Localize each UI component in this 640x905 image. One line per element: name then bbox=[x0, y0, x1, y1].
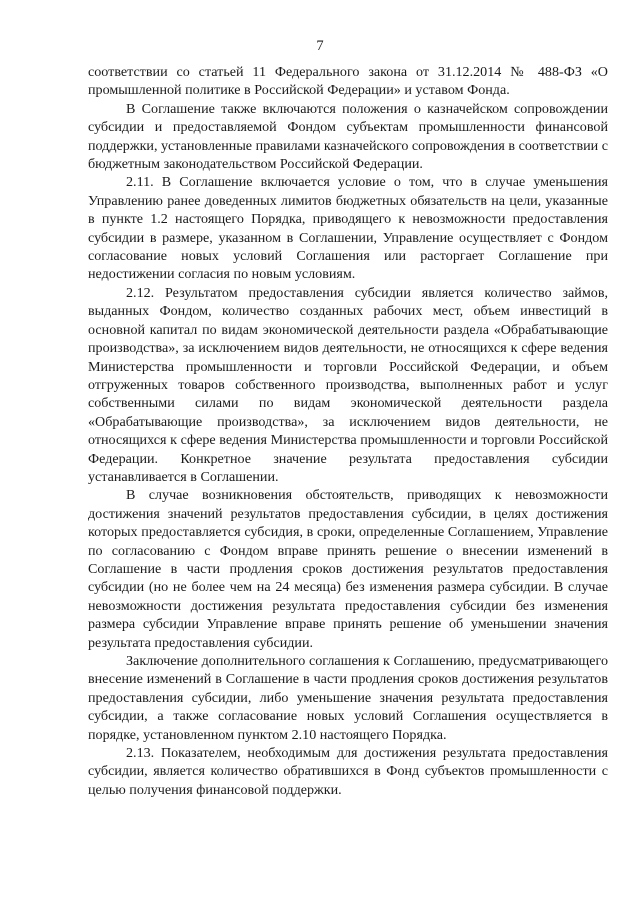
paragraph-treasury-support: В Соглашение также включаются положения о казначейском сопровождении субсидии и предоставляемой Фондом субъектам промышленности финансовой поддержки, установленные правилами казначейского сопровождения в соответствии с бюджетным законодательством Российской Федерации. bbox=[88, 100, 608, 173]
paragraph-circumstances: В случае возникновения обстоятельств, приводящих к невозможности достижения значений результатов предоставления субсидии, в целях достижения которых предоставляется субсидия, в сроки, определенные Соглашением, Управление по согласованию с Фондом вправе принять решение о внесении изменений в Соглашение в части продления сроков достижения результатов предоставления субсидии (но не более чем на 24 месяца) без изменения размера субсидии. В случае невозможности достижения результата предоставления субсидии без изменения размера субсидии Управление вправе принять решение об уменьшении значения результата предоставления субсидии. bbox=[88, 487, 608, 651]
document-body bbox=[88, 63, 608, 799]
page-number: 7 bbox=[316, 38, 324, 54]
paragraph-additional-agreement: Заключение дополнительного соглашения к Соглашению, предусматривающего внесение изменений в Соглашение в части продления сроков достижения результатов предоставления субсидии, либо уменьшение значения результата предоставления субсидии, а также согласование новых условий Соглашения осуществляется в порядке, установленном пунктом 2.10 настоящего Порядка. bbox=[88, 653, 608, 743]
paragraph-2-11: 2.11. В Соглашение включается условие о том, что в случае уменьшения Управлению ранее доведенных лимитов бюджетных обязательств на цели, указанные в пункте 1.2 настоящего Порядка, приводящего к невозможности предоставления субсидии в размере, указанном в Соглашении, Управление осуществляет с Фондом согласование новых условий Соглашения или расторгает Соглашение при недостижении согласия по новым условиям. bbox=[88, 174, 608, 283]
paragraph-2-12: 2.12. Результатом предоставления субсидии является количество займов, выданных Фондом, количество созданных рабочих мест, объем инвестиций в основной капитал по видам экономической деятельности раздела «Обрабатывающие производства», за исключением видов деятельности, не относящихся к сфере ведения Министерства промышленности и торговли Российской Федерации, и объем отгруженных товаров собственного производства, выполненных работ и услуг собственными силами по видам экономической деятельности раздела «Обрабатывающие производства», за исключением видов деятельности, не относящихся к сфере ведения Министерства промышленности и торговли Российской Федерации. Конкретное значение результата предоставления субсидии устанавливается в Соглашении. bbox=[88, 284, 608, 485]
paragraph-continuation: соответствии со статьей 11 Федерального закона от 31.12.2014 № 488-ФЗ «О промышленной политике в Российской Федерации» и уставом Фонда. bbox=[88, 64, 608, 99]
paragraph-2-13: 2.13. Показателем, необходимым для достижения результата предоставления субсидии, является количество обратившихся в Фонд субъектов промышленности с целью получения финансовой поддержки. bbox=[88, 745, 608, 798]
